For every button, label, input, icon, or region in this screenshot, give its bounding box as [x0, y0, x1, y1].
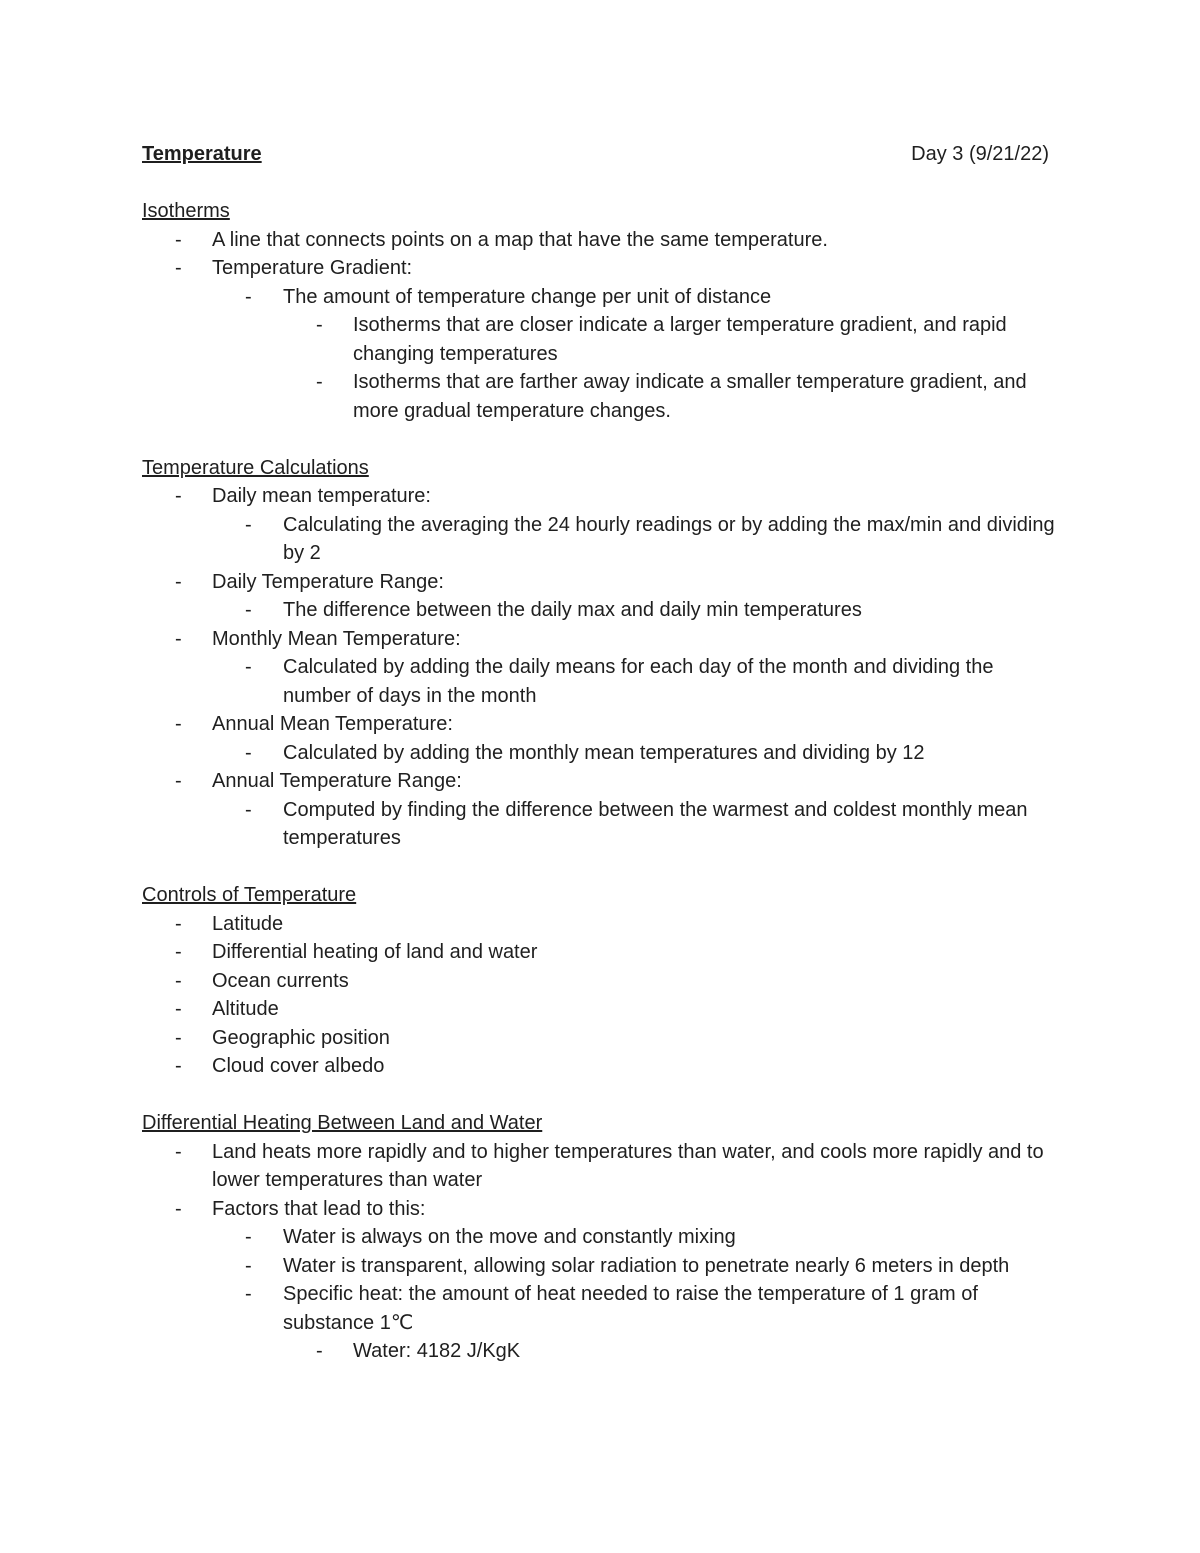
sub-bullet-list — [212, 739, 1062, 768]
section-heading: Controls of Temperature — [142, 884, 357, 906]
list-item — [212, 511, 1062, 568]
sub-bullet-list — [212, 596, 1062, 625]
list-item — [142, 910, 1062, 939]
list-item-text: - The amount of temperature change per unit of distance — [283, 285, 772, 308]
section-differential-heating — [142, 1109, 1062, 1366]
sub-bullet-list — [212, 653, 1062, 710]
list-item-text: - Altitude — [212, 998, 279, 1020]
list-item-text: - Geographic position — [212, 1026, 390, 1049]
section-heading: Differential Heating Between Land and Water — [142, 1112, 543, 1134]
list-item — [142, 710, 1062, 767]
list-item — [142, 1195, 1062, 1366]
list-item — [212, 283, 1062, 426]
list-item — [142, 767, 1062, 853]
list-item-text: - Calculated by adding the monthly mean temperatures and dividing by 12 — [283, 741, 925, 764]
list-item-text: - Computed by finding the difference between the warmest and coldest monthly mean temperatures — [283, 798, 1028, 849]
list-item — [212, 796, 1062, 853]
list-item-text: - Isotherms that are farther away indicate a smaller temperature gradient, and more gradual temperature changes. — [353, 371, 1027, 422]
list-item — [283, 1337, 1062, 1366]
list-item-text: - Monthly Mean Temperature: — [212, 627, 461, 650]
sub-bullet-list — [212, 1223, 1062, 1366]
list-item — [212, 653, 1062, 710]
list-item — [142, 568, 1062, 625]
sub-bullet-list — [212, 283, 1062, 426]
list-item — [142, 1138, 1062, 1195]
list-item — [142, 1052, 1062, 1081]
list-item-text: - Specific heat: the amount of heat needed to raise the temperature of 1 gram of substance 1℃ — [283, 1283, 978, 1334]
section-heading: Isotherms — [142, 200, 230, 222]
section-controls-of-temperature — [142, 881, 1062, 1081]
list-item-text: - A line that connects points on a map that have the same temperature. — [212, 228, 828, 251]
list-item-text: - Factors that lead to this: — [212, 1197, 426, 1220]
list-item-text: - Cloud cover albedo — [212, 1055, 385, 1077]
notes-body — [142, 197, 1062, 1366]
list-item-text: - Land heats more rapidly and to higher temperatures than water, and cools more rapidly and to lower temperatures than water — [212, 1140, 1044, 1191]
list-item — [142, 226, 1062, 255]
list-item — [142, 967, 1062, 996]
list-item — [283, 311, 1062, 368]
list-item — [212, 1223, 1062, 1252]
bullet-list — [142, 226, 1062, 426]
bullet-list — [142, 1138, 1062, 1366]
page-title: Temperature — [142, 143, 262, 165]
sub-bullet-list — [212, 511, 1062, 568]
list-item — [142, 625, 1062, 711]
bullet-list — [142, 910, 1062, 1081]
list-item — [142, 938, 1062, 967]
list-item — [212, 1280, 1062, 1366]
list-item — [212, 1252, 1062, 1281]
list-item — [142, 254, 1062, 425]
list-item-text: - Ocean currents — [212, 969, 349, 992]
list-item-text: - Calculated by adding the daily means for each day of the month and dividing the number of days in the month — [283, 656, 994, 707]
list-item-text: - Daily mean temperature: — [212, 485, 431, 507]
list-item-text: - Daily Temperature Range: — [212, 570, 444, 593]
list-item-text: - Temperature Gradient: — [212, 257, 413, 279]
list-item-text: - Annual Temperature Range: — [212, 770, 462, 792]
section-heading: Temperature Calculations — [142, 456, 369, 479]
section-temperature-calculations — [142, 454, 1062, 853]
sub-sub-bullet-list — [283, 311, 1062, 425]
list-item-text: - Water is always on the move and constantly mixing — [283, 1226, 736, 1248]
bullet-list — [142, 482, 1062, 853]
list-item-text: - Water: 4182 J/KgK — [353, 1340, 521, 1362]
sub-sub-bullet-list — [283, 1337, 1062, 1366]
list-item-text: - Annual Mean Temperature: — [212, 713, 453, 735]
list-item — [142, 995, 1062, 1024]
list-item — [212, 739, 1062, 768]
list-item-text: - Differential heating of land and water — [212, 941, 538, 963]
list-item — [142, 1024, 1062, 1053]
list-item — [283, 368, 1062, 425]
sub-bullet-list — [212, 796, 1062, 853]
list-item-text: - Water is transparent, allowing solar radiation to penetrate nearly 6 meters in depth — [283, 1254, 1010, 1277]
list-item — [142, 482, 1062, 568]
list-item — [212, 596, 1062, 625]
list-item-text: - Calculating the averaging the 24 hourly readings or by adding the max/min and dividing by 2 — [283, 513, 1055, 564]
list-item-text: - Latitude — [212, 912, 284, 935]
list-item-text: - Isotherms that are closer indicate a larger temperature gradient, and rapid changing temperatures — [353, 314, 1007, 365]
list-item-text: - The difference between the daily max and daily min temperatures — [283, 599, 862, 621]
page-date: Day 3 (9/21/22) — [911, 143, 1049, 165]
section-isotherms — [142, 197, 1062, 425]
